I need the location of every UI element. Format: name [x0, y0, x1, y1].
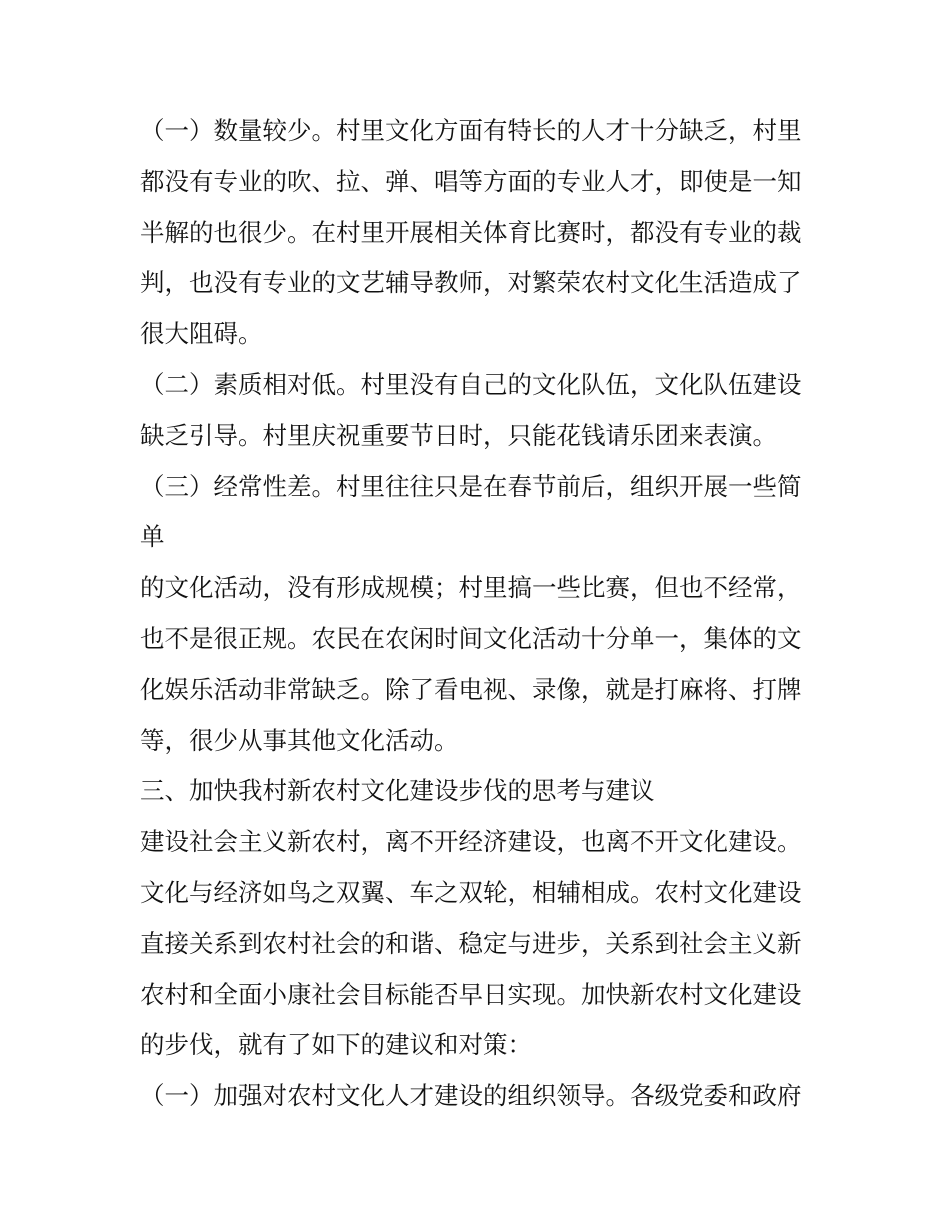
text-line: 的步伐，就有了如下的建议和对策：	[140, 1030, 532, 1060]
text-line: 半解的也很少。在村里开展相关体育比赛时，都没有专业的裁	[140, 217, 802, 247]
document-body	[140, 106, 820, 1122]
text-line: （二）素质相对低。村里没有自己的文化队伍，文化队伍建设	[140, 369, 802, 399]
text-line: 化娱乐活动非常缺乏。除了看电视、录像，就是打麻将、打牌	[140, 674, 802, 704]
text-line: 都没有专业的吹、拉、弹、唱等方面的专业人才，即使是一知	[140, 166, 802, 196]
text-line: （一）加强对农村文化人才建设的组织领导。各级党委和政府	[140, 1081, 802, 1111]
text-line: 文化与经济如鸟之双翼、车之双轮，相辅相成。农村文化建设	[140, 877, 802, 907]
text-line: 农村和全面小康社会目标能否早日实现。加快新农村文化建设	[140, 979, 802, 1009]
text-line: 的文化活动，没有形成规模；村里搞一些比赛，但也不经常，	[140, 573, 802, 603]
text-line: 也不是很正规。农民在农闲时间文化活动十分单一，集体的文	[140, 623, 802, 653]
section-heading: 三、加快我村新农村文化建设步伐的思考与建议	[140, 776, 655, 806]
text-line: 直接关系到农村社会的和谐、稳定与进步，关系到社会主义新	[140, 928, 802, 958]
text-line: 缺乏引导。村里庆祝重要节日时，只能花钱请乐团来表演。	[140, 420, 777, 450]
text-line: 等，很少从事其他文化活动。	[140, 725, 459, 755]
text-line: 建设社会主义新农村，离不开经济建设，也离不开文化建设。	[140, 827, 802, 857]
text-line: 判，也没有专业的文艺辅导教师，对繁荣农村文化生活造成了	[140, 268, 802, 298]
text-line: （一）数量较少。村里文化方面有特长的人才十分缺乏，村里	[140, 116, 802, 145]
text-line: 很大阻碍。	[140, 319, 263, 349]
text-line: （三）经常性差。村里往往只是在春节前后，组织开展一些简	[140, 471, 802, 501]
text-line: 单	[140, 522, 165, 552]
